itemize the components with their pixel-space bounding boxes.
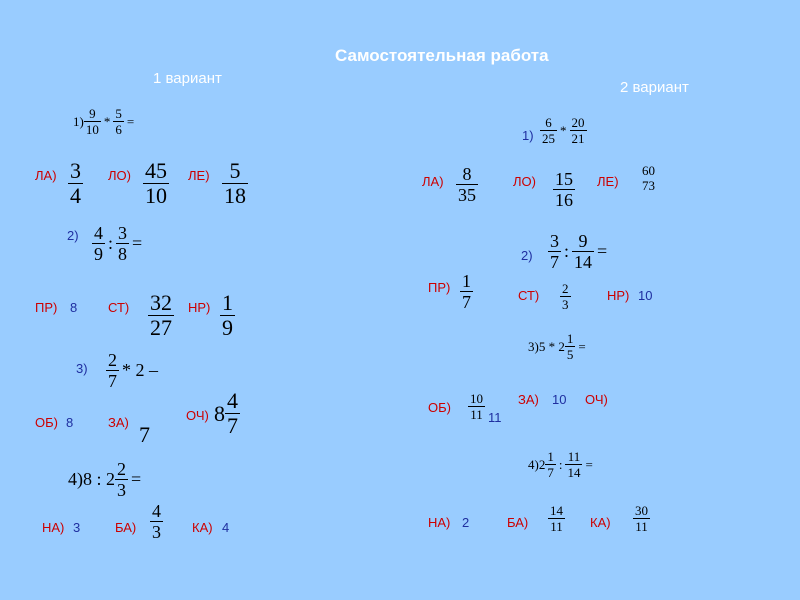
v1-t2-option-a-label: ПР) [35,300,58,315]
operator: * [560,122,567,138]
numerator: 4 [94,223,103,243]
v1-t3-option-c-label: ОЧ) [186,408,209,423]
numerator: 9 [89,106,96,121]
v2-t3-option-c-label: ОЧ) [585,392,608,407]
denominator: 21 [571,131,585,146]
denominator: 25 [542,131,555,146]
v1-t3-option-b-label: ЗА) [108,415,129,430]
numerator: 60 [642,163,655,178]
v1-t3-option-b-value: 7 [139,422,150,447]
v1-task2-expression [92,224,145,263]
numerator: 20 [571,115,585,130]
denominator: 9 [94,244,103,264]
numerator: 10 [470,391,483,406]
numerator: 2 [562,281,569,296]
numerator: 1 [547,449,554,464]
v1-t2-option-a-value: 8 [70,300,78,315]
v1-t1-option-a-value [68,160,83,207]
denominator: 3 [562,297,569,312]
v2-task3-expression [528,332,589,361]
equals: = [126,113,135,129]
numerator: 3 [550,231,559,251]
v1-t2-option-b-value [148,292,174,339]
numerator: 32 [150,290,172,315]
variant-1-heading: 1 вариант [153,70,222,87]
numerator: 3 [118,223,128,243]
operator: * 2 – [122,360,158,380]
v1-t2-option-b-label: СТ) [108,300,130,315]
equals: = [597,241,608,261]
denominator: 10 [145,183,167,208]
v1-task3-number: 3) [76,361,88,376]
denominator: 7 [462,292,471,312]
v2-t3-option-a-extra: 11 [488,410,502,425]
v2-t4-option-b-label: БА) [507,515,529,530]
v2-t1-option-b-label: ЛО) [513,174,536,189]
denominator: 7 [108,371,117,391]
v1-task3-expression [106,351,161,390]
denominator: 11 [550,519,563,534]
numerator: 15 [555,169,573,189]
v2-t4-option-c-label: КА) [590,515,611,530]
equals: = [132,233,143,253]
v1-t3-option-a-label: ОБ) [35,415,58,430]
denominator: 16 [555,190,573,210]
page-title: Самостоятельная работа [335,46,549,65]
v2-t2-option-a-label: ПР) [428,280,451,295]
numerator: 30 [635,503,648,518]
expression-prefix: 4)8 : 2 [68,469,115,489]
v2-t2-option-a-value [460,272,473,311]
v2-t3-option-b-label: ЗА) [518,392,539,407]
v2-t1-option-c-label: ЛЕ) [597,174,619,189]
v1-t1-option-b-label: ЛО) [108,168,131,183]
numerator: 5 [229,158,241,183]
v1-task4-expression [68,460,144,499]
denominator: 14 [574,252,593,272]
variant-2-heading: 2 вариант [620,79,689,96]
numerator: 14 [550,503,563,518]
operator: * [103,113,111,129]
v2-t2-option-b-value [560,282,571,311]
denominator: 6 [115,122,122,137]
v1-t4-option-c-value: 4 [222,520,230,535]
v2-t2-option-b-label: СТ) [518,288,540,303]
denominator: 7 [227,413,238,438]
denominator: 7 [547,465,554,480]
whole-part: 8 [214,400,225,426]
v1-t4-option-b-label: БА) [115,520,137,535]
v1-t1-option-c-label: ЛЕ) [188,168,210,183]
operator: : [108,233,114,253]
denominator: 27 [150,315,172,340]
v1-task1-expression [73,107,137,136]
v2-t4-option-c-value [633,504,650,533]
v1-t1-option-a-label: ЛА) [35,168,57,183]
denominator: 14 [567,465,581,480]
v2-t3-option-a-value [468,392,485,421]
v2-t4-option-b-value [548,504,565,533]
denominator: 7 [550,252,559,272]
v1-t2-option-c-label: НР) [188,300,211,315]
denominator: 35 [458,185,476,205]
v2-task2-expression [548,232,610,271]
expression-prefix: 3)5 * 2 [528,338,565,354]
denominator: 11 [470,407,483,422]
v2-task4-expression [528,450,596,479]
v1-t3-option-a-value: 8 [66,415,74,430]
expression-prefix: 4)2 [528,456,546,472]
operator: : [558,456,563,472]
denominator: 73 [642,178,655,193]
v1-t4-option-b-value [150,502,163,541]
v2-task1-expression [540,116,587,145]
numerator: 5 [115,106,122,121]
v1-t1-option-c-value [222,160,248,207]
numerator: 1 [566,331,574,346]
v1-task2-number: 2) [67,228,79,243]
denominator: 10 [85,122,99,137]
v2-t3-option-a-label: ОБ) [428,400,451,415]
v2-t1-option-b-value [553,170,575,209]
denominator: 4 [70,183,81,208]
v2-t1-option-a-value [456,165,478,204]
numerator: 8 [462,164,472,184]
equals: = [578,338,586,354]
numerator: 6 [545,115,552,130]
numerator: 2 [108,350,117,370]
v1-task1-number: 1) [73,113,84,129]
v2-t2-option-c-label: НР) [607,288,630,303]
operator: : [564,241,570,261]
denominator: 3 [117,480,126,500]
v1-t4-option-a-value: 3 [73,520,81,535]
v1-t4-option-c-label: КА) [192,520,213,535]
numerator: 9 [578,231,588,251]
numerator: 4 [152,501,161,521]
v2-t4-option-a-value: 2 [462,515,470,530]
v1-task1-fraction1 [84,107,101,136]
denominator: 11 [635,519,648,534]
v2-t1-option-c-value [640,164,657,192]
numerator: 1 [222,290,233,315]
v2-t1-option-a-label: ЛА) [422,174,444,189]
v2-t2-option-c-value: 10 [638,288,653,303]
v1-t4-option-a-label: НА) [42,520,65,535]
v1-t2-option-c-value [220,292,235,339]
numerator: 45 [145,158,167,183]
v1-task1-fraction2 [113,107,124,136]
numerator: 11 [567,449,581,464]
equals: = [131,469,142,489]
numerator: 1 [462,271,471,291]
v2-t3-option-b-value: 10 [552,392,567,407]
v1-t1-option-b-value [143,160,169,207]
denominator: 9 [222,315,233,340]
denominator: 8 [118,244,128,264]
v2-t4-option-a-label: НА) [428,515,451,530]
v2-task1-number: 1) [522,128,534,143]
denominator: 5 [566,347,574,362]
v1-t3-option-c-value [214,390,240,437]
equals: = [585,456,593,472]
numerator: 2 [117,459,126,479]
denominator: 18 [224,183,246,208]
numerator: 3 [70,158,81,183]
denominator: 3 [152,522,161,542]
v2-task2-number: 2) [521,248,533,263]
numerator: 4 [227,388,238,413]
